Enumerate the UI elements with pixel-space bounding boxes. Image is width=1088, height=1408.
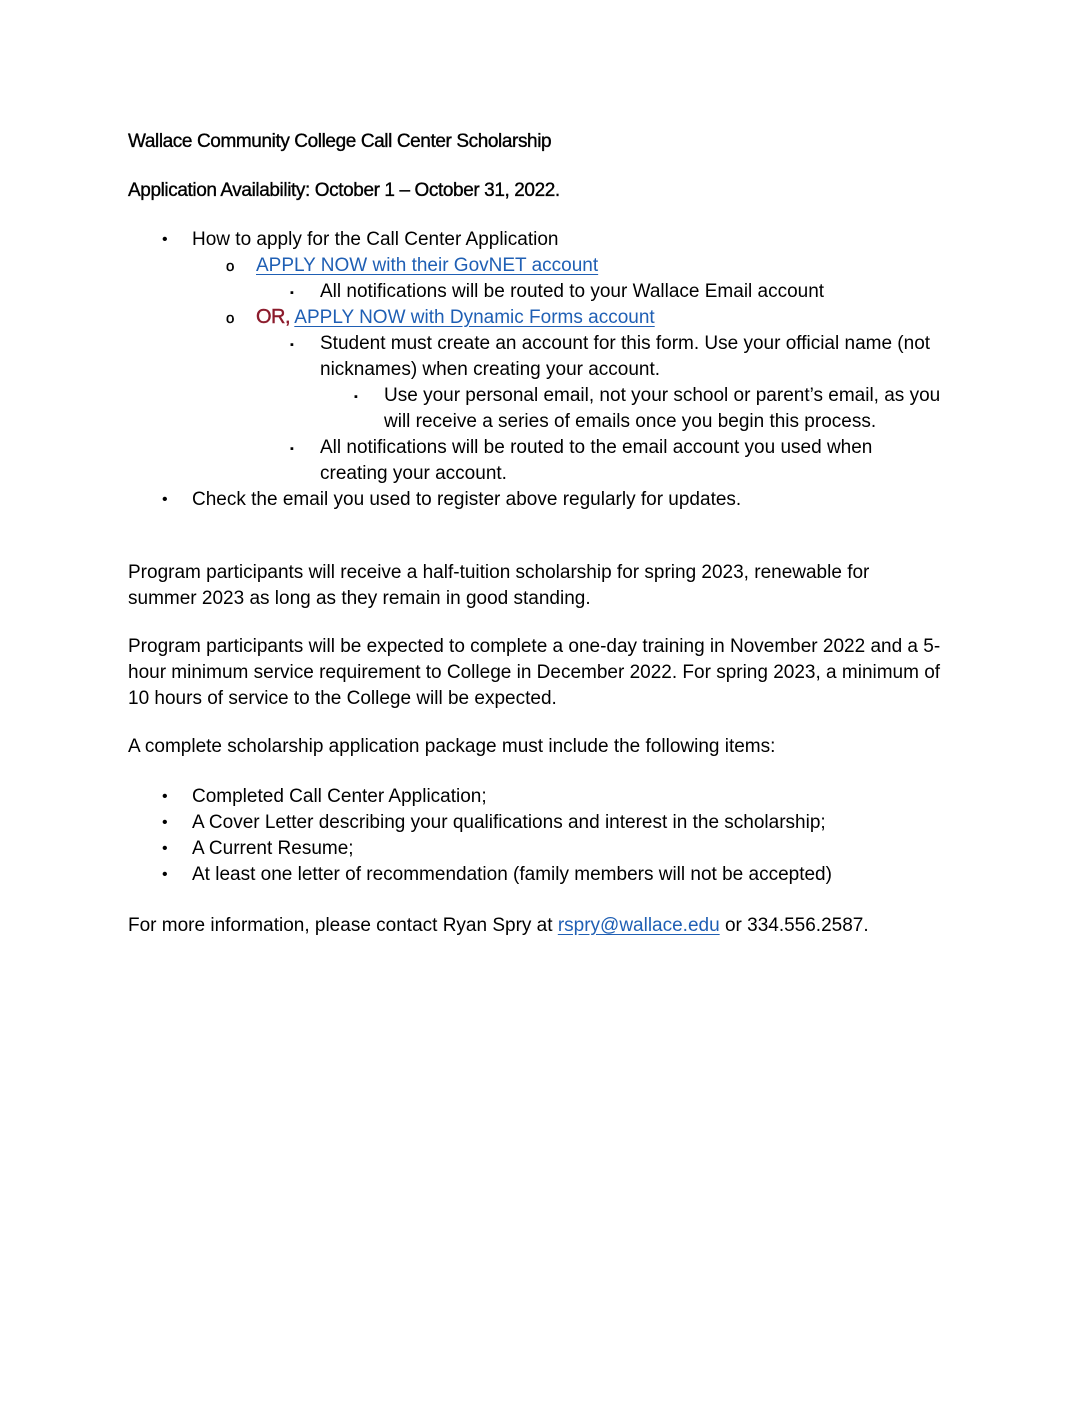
package-intro: A complete scholarship application package must include the following items: [128,736,776,757]
create-account-note-line2: nicknames) when creating your account. [320,359,661,380]
personal-email-note-line1: Use your personal email, not your school or parent’s email, as you [384,385,941,406]
package-item: At least one letter of recommendation (family members will not be accepted) [192,864,832,885]
dynamic-forms-apply-link[interactable]: APPLY NOW with Dynamic Forms account [294,307,655,328]
contact-email-link[interactable]: rspry@wallace.edu [557,915,720,936]
contact-prefix: For more information, please contact Ryan Spry at [128,915,558,936]
package-item: Completed Call Center Application; [192,786,487,807]
bullet-disc-icon [162,227,168,253]
bullet-disc-icon [162,836,168,862]
package-item: A Cover Letter describing your qualifications and interest in the scholarship; [192,812,826,833]
personal-email-note-line2: will receive a series of emails once you begin this process. [384,411,877,432]
dynamic-forms-apply-line [256,304,655,331]
requirements-paragraph-line3: 10 hours of service to the College will be expected. [128,688,557,709]
bullet-disc-icon [162,784,168,810]
wallace-email-note: All notifications will be routed to your Wallace Email account [320,281,825,302]
or-label: OR, [256,306,291,328]
check-email-text: Check the email you used to register above regularly for updates. [192,489,742,510]
bullet-circle-icon [226,306,234,332]
notifications-note-line1: All notifications will be routed to the email account you used when [320,437,873,458]
govnet-apply-link[interactable]: APPLY NOW with their GovNET account [256,255,599,276]
bullet-square-icon [290,435,294,462]
govnet-apply-link-line [256,253,598,279]
bullet-circle-icon [226,254,234,280]
bullet-square-icon [290,279,294,306]
requirements-paragraph-line1: Program participants will be expected to complete a one-day training in November 2022 and a 5- [128,636,941,657]
scholarship-paragraph-line2: summer 2023 as long as they remain in good standing. [128,588,591,609]
document-title: Wallace Community College Call Center Scholarship [128,131,552,152]
availability-heading: Application Availability: October 1 – October 31, 2022. [128,180,560,201]
requirements-paragraph-line2: hour minimum service requirement to College in December 2022. For spring 2023, a minimum of [128,662,941,683]
package-item: A Current Resume; [192,838,354,859]
bullet-disc-icon [162,487,168,513]
bullet-disc-icon [162,862,168,888]
bullet-disc-icon [162,810,168,836]
create-account-note-line1: Student must create an account for this form. Use your official name (not [320,333,931,354]
contact-suffix: or 334.556.2587. [719,915,869,936]
notifications-note-line2: creating your account. [320,463,507,484]
scholarship-paragraph-line1: Program participants will receive a half-tuition scholarship for spring 2023, renewable for [128,562,870,583]
bullet-square-icon [354,383,358,410]
how-to-apply-text: How to apply for the Call Center Application [192,229,559,250]
contact-line [128,913,869,939]
bullet-square-icon [290,331,294,358]
